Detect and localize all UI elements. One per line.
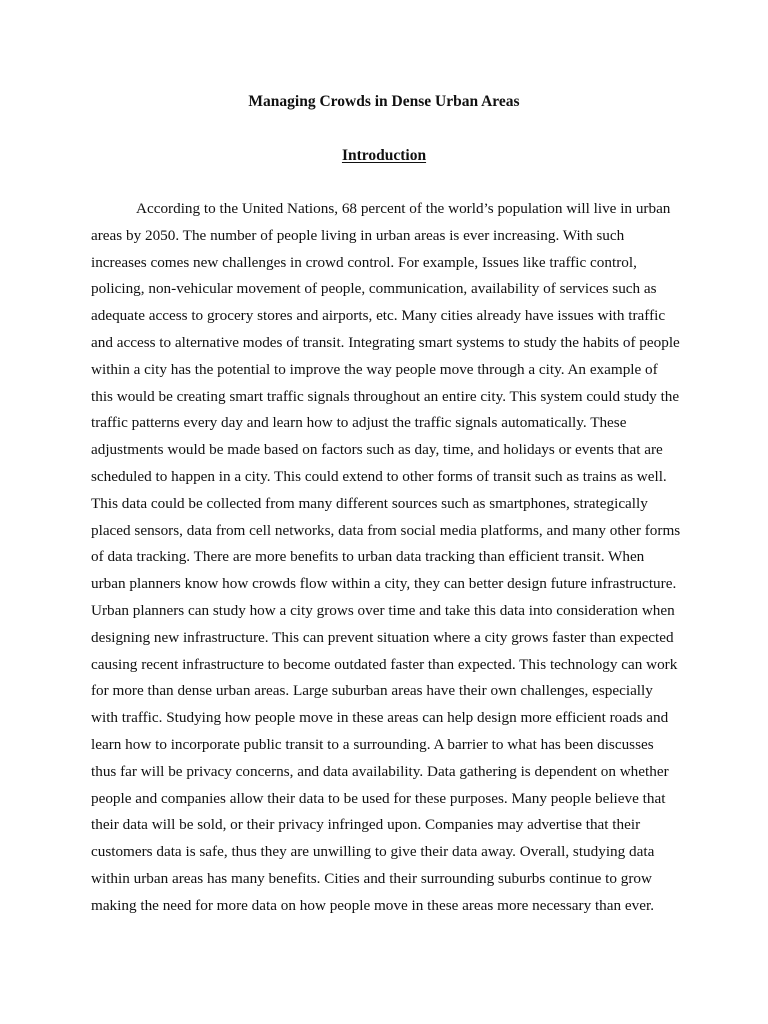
- paragraph-line: policing, non-vehicular movement of people, communication, availability of services such as: [91, 280, 657, 298]
- paragraph-line: within urban areas has many benefits. Cities and their surrounding suburbs continue to grow: [91, 869, 652, 887]
- paragraph-line: learn how to incorporate public transit to a surrounding. A barrier to what has been discusses: [91, 735, 654, 753]
- paragraph-line: thus far will be privacy concerns, and data availability. Data gathering is dependent on whether: [91, 762, 669, 780]
- paragraph-line: scheduled to happen in a city. This could extend to other forms of transit such as trains as well.: [91, 467, 667, 485]
- paragraph-line: and access to alternative modes of transit. Integrating smart systems to study the habits of people: [91, 333, 680, 351]
- paragraph-line: placed sensors, data from cell networks, data from social media platforms, and many other forms: [91, 521, 681, 539]
- paragraph-line: people and companies allow their data to be used for these purposes. Many people believe that: [91, 789, 666, 807]
- paragraph-line: urban planners know how crowds flow within a city, they can better design future infrastructure.: [91, 575, 677, 593]
- paragraph-line: this would be creating smart traffic signals throughout an entire city. This system could study the: [91, 387, 680, 405]
- paragraph-line: causing recent infrastructure to become outdated faster than expected. This technology can work: [91, 655, 678, 673]
- paragraph-line: customers data is safe, thus they are unwilling to give their data away. Overall, studying data: [91, 843, 655, 861]
- paragraph-line: within a city has the potential to improve the way people move through a city. An example of: [91, 360, 658, 378]
- body-paragraph: [91, 196, 687, 920]
- paragraph-line: adjustments would be made based on factors such as day, time, and holidays or events that are: [91, 441, 663, 459]
- paragraph-line: increases comes new challenges in crowd control. For example, Issues like traffic control,: [91, 253, 637, 271]
- paragraph-line: designing new infrastructure. This can prevent situation where a city grows faster than expected: [91, 628, 674, 646]
- paragraph-line: adequate access to grocery stores and airports, etc. Many cities already have issues with traffic: [91, 307, 666, 325]
- paragraph-line: of data tracking. There are more benefits to urban data tracking than efficient transit. When: [91, 548, 645, 566]
- paragraph-line: Urban planners can study how a city grows over time and take this data into consideration when: [91, 601, 675, 619]
- paragraph-line: their data will be sold, or their privacy infringed upon. Companies may advertise that their: [91, 816, 641, 834]
- paragraph-line: with traffic. Studying how people move in these areas can help design more efficient roads and: [91, 709, 669, 727]
- paragraph-line: areas by 2050. The number of people living in urban areas is ever increasing. With such: [91, 226, 625, 244]
- paragraph-line: traffic patterns every day and learn how to adjust the traffic signals automatically. These: [91, 414, 627, 432]
- section-heading: [0, 146, 768, 166]
- paragraph-line: This data could be collected from many different sources such as smartphones, strategically: [91, 494, 648, 512]
- document-title: Managing Crowds in Dense Urban Areas: [248, 93, 520, 110]
- paragraph-line: making the need for more data on how people move in these areas more necessary than ever.: [91, 896, 654, 914]
- paragraph-line: According to the United Nations, 68 percent of the world’s population will live in urban: [136, 200, 671, 217]
- paragraph-line: for more than dense urban areas. Large suburban areas have their own challenges, especially: [91, 682, 653, 700]
- section-heading-text: Introduction: [341, 147, 427, 164]
